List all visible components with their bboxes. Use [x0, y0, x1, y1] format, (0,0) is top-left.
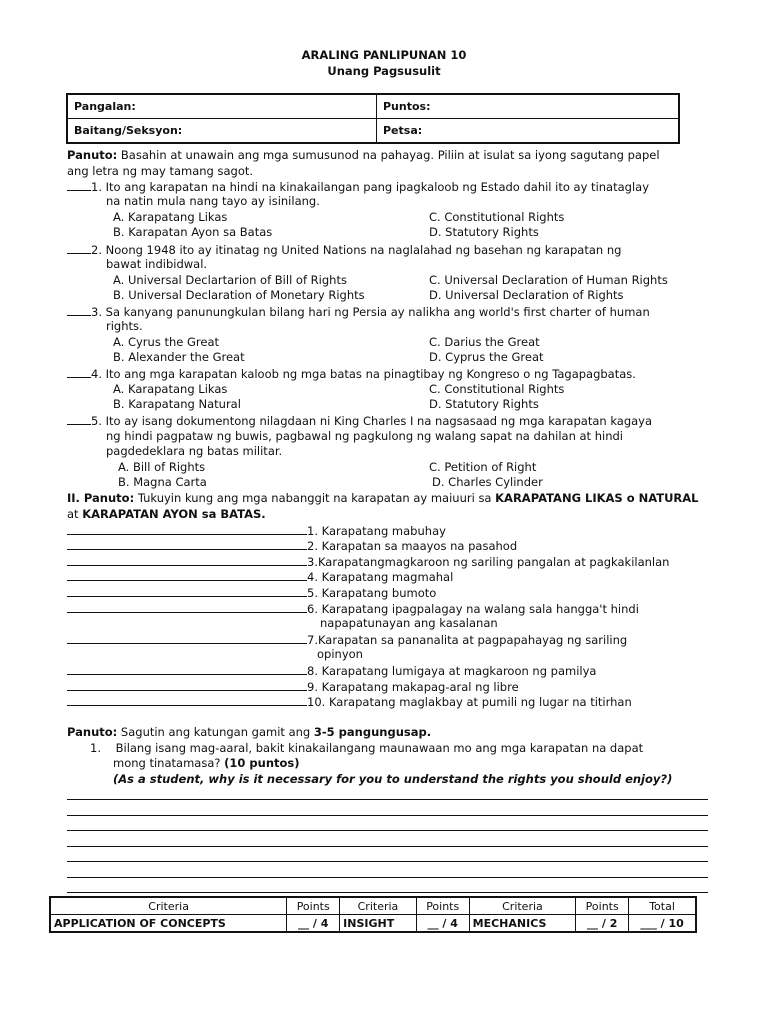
choice-a: A. Karapatang Likas: [113, 382, 228, 396]
essay-question-english: (As a student, why is it necessary for you to understand the rights you should enjoy?): [113, 772, 673, 786]
rubric-cell: ___ / 10: [629, 915, 696, 933]
answer-line[interactable]: [67, 523, 307, 535]
list-item: 4. Karapatang magmahal: [67, 569, 453, 585]
answer-line[interactable]: [67, 663, 307, 675]
answer-blank[interactable]: [67, 366, 91, 378]
answer-line[interactable]: [67, 569, 307, 581]
answer-blank[interactable]: [67, 304, 91, 316]
document-subtitle: Unang Pagsusulit: [327, 64, 441, 78]
rubric-cell: __ / 4: [416, 915, 469, 933]
rubric-header: Criteria: [469, 897, 576, 915]
rubric-header: Criteria: [340, 897, 417, 915]
student-info-table: [66, 93, 680, 144]
essay-answer-line[interactable]: [67, 892, 708, 893]
name-field[interactable]: Pangalan:: [67, 94, 377, 119]
essay-question: 1. Bilang isang mag-aaral, bakit kinakailangang maunawaan mo ang mga karapatan na dapat: [90, 741, 644, 755]
rubric-header: Points: [576, 897, 629, 915]
choice-d: D. Statutory Rights: [429, 225, 539, 239]
part1-instruction: Panuto: Basahin at unawain ang mga sumusunod na pahayag. Piliin at isulat sa iyong sagutang papel: [67, 148, 660, 162]
answer-line[interactable]: [67, 554, 307, 566]
choice-c: C. Constitutional Rights: [429, 210, 565, 224]
part2-instruction-cont: at KARAPATAN AYON sa BATAS.: [67, 507, 266, 521]
rubric-cell: INSIGHT: [340, 915, 417, 933]
choice-d: D. Cyprus the Great: [429, 350, 544, 364]
list-item: 3.Karapatangmagkaroon ng sariling pangalan at pagkakilanlan: [67, 554, 669, 570]
essay-answer-line[interactable]: [67, 846, 708, 847]
choice-c: C. Darius the Great: [429, 335, 540, 349]
list-item: 9. Karapatang makapag-aral ng libre: [67, 679, 519, 695]
list-item-cont: napapatunayan ang kasalanan: [320, 616, 498, 630]
answer-line[interactable]: [67, 679, 307, 691]
choice-a: A. Karapatang Likas: [113, 210, 228, 224]
list-item: 2. Karapatan sa maayos na pasahod: [67, 538, 517, 554]
choice-a: A. Bill of Rights: [118, 460, 206, 474]
choice-c: C. Universal Declaration of Human Rights: [429, 273, 668, 287]
choice-b: B. Universal Declaration of Monetary Rights: [113, 288, 365, 302]
choice-b: B. Karapatan Ayon sa Batas: [113, 225, 273, 239]
rubric-header: Points: [287, 897, 340, 915]
part3-instruction: Panuto: Sagutin ang katungan gamit ang 3-5 pangungusap.: [67, 725, 432, 739]
rubric-cell: __ / 2: [576, 915, 629, 933]
list-item-cont: opinyon: [317, 647, 363, 661]
answer-blank[interactable]: [67, 242, 91, 254]
choice-b: B. Magna Carta: [118, 475, 207, 489]
rubric-header: Points: [416, 897, 469, 915]
answer-blank[interactable]: [67, 413, 91, 425]
answer-line[interactable]: [67, 538, 307, 550]
date-field[interactable]: Petsa:: [377, 119, 680, 144]
answer-blank[interactable]: [67, 179, 91, 191]
choice-b: B. Alexander the Great: [113, 350, 245, 364]
choice-d: D. Charles Cylinder: [432, 475, 543, 489]
part2-instruction: II. Panuto: Tukuyin kung ang mga nabanggit na karapatan ay maiuuri sa KARAPATANG LIKAS o NATURAL: [67, 491, 699, 505]
list-item: 10. Karapatang maglakbay at pumili ng lugar na titirhan: [67, 694, 632, 710]
list-item: 6. Karapatang ipagpalagay na walang sala hangga't hindi: [67, 601, 639, 617]
choice-d: D. Universal Declaration of Rights: [429, 288, 624, 302]
score-field[interactable]: Puntos:: [377, 94, 680, 119]
rubric-header: Criteria: [50, 897, 287, 915]
essay-answer-line[interactable]: [67, 830, 708, 831]
rubric-cell: MECHANICS: [469, 915, 576, 933]
choice-c: C. Constitutional Rights: [429, 382, 565, 396]
list-item: 8. Karapatang lumigaya at magkaroon ng pamilya: [67, 663, 596, 679]
list-item: 1. Karapatang mabuhay: [67, 523, 446, 539]
essay-answer-line[interactable]: [67, 877, 708, 878]
list-item: 5. Karapatang bumoto: [67, 585, 436, 601]
document-title: ARALING PANLIPUNAN 10: [301, 48, 467, 62]
list-item: 7.Karapatan sa pananalita at pagpapahayag ng sariling: [67, 632, 627, 648]
choice-d: D. Statutory Rights: [429, 397, 539, 411]
choice-c: C. Petition of Right: [429, 460, 537, 474]
rubric-cell: __ / 4: [287, 915, 340, 933]
essay-answer-line[interactable]: [67, 799, 708, 800]
essay-answer-line[interactable]: [67, 861, 708, 862]
answer-line[interactable]: [67, 632, 307, 644]
part1-instruction-cont: ang letra ng may tamang sagot.: [67, 164, 254, 178]
choice-a: A. Cyrus the Great: [113, 335, 220, 349]
choice-a: A. Universal Declartarion of Bill of Rights: [113, 273, 347, 287]
essay-question-cont: mong tinatamasa? (10 puntos): [113, 756, 300, 770]
choice-b: B. Karapatang Natural: [113, 397, 241, 411]
answer-line[interactable]: [67, 601, 307, 613]
grade-section-field[interactable]: Baitang/Seksyon:: [67, 119, 377, 144]
rubric-header: Total: [629, 897, 696, 915]
essay-answer-line[interactable]: [67, 815, 708, 816]
rubric-cell: APPLICATION OF CONCEPTS: [50, 915, 287, 933]
quiz-page: ARALING PANLIPUNAN 10 Unang Pagsusulit Pangalan: Puntos: Baitang/Seksyon: Petsa: Panuto: Basahin at unawain ang mga sumusunod na pahayag. Piliin at isulat sa iyong sagutang papel ang letra ng may tamang sagot. 1. Ito ang karapatan na hindi na kinakailangan pang ipagkaloob ng Estado dahil ito ay tinataglay na natin mula nang tayo ay isinilang. A. Karapatang Likas C. Constitutional Rights B. Karapatan Ayon sa Batas D. Statutory Rights 2. Noong 1948 ito ay itinatag ng United Nations na naglalahad ng basehan ng karapatan ng bawat indibidwal. A. Universal Declartarion of Bill of Rights C. Universal Declaration of Human Rights B. Universal Declaration of Monetary Rights D. Universal Declaration of Rights 3. Sa kanyang panunungkulan bilang hari ng Persia ay nalikha ang world's first charter of human rights. A. Cyrus the Great C. Darius the Great B. Alexander the Great D. Cyprus the Great 4. Ito ang mga karapatan kaloob ng mga batas na pinagtibay ng Kongreso o ng Tagapagbatas. A. Karapatang Likas C. Constitutional Rights B. Karapatang Natural D. Statutory Rights 5. Ito ay isang dokumentong nilagdaan ni King Charles I na nagsasaad ng mga karapatan kagaya ng hindi pagpataw ng buwis, pagbawal ng pagkulong ng walang sapat na dahilan at hindi pagdedeklara ng batas militar. A. Bill of Rights C. Petition of Right B. Magna Carta D. Charles Cylinder II. Panuto: Tukuyin kung ang mga nabanggit na karapatan ay maiuuri sa KARAPATANG LIKAS o NATURAL at KARAPATAN AYON sa BATAS. 1. Karapatang mabuhay 2. Karapatan sa maayos na pasahod 3.Karapatangmagkaroon ng sariling pangalan at pagkakilanlan 4. Karapatang magmahal 5. Karapatang bumoto 6. Karapatang ipagpalagay na walang sala hangga't hindi napapatunayan ang kasalanan 7.Karapatan sa pananalita at pagpapahayag ng sariling opinyon 8. Karapatang lumigaya at magkaroon ng pamilya 9. Karapatang makapag-aral ng libre 10. Karapatang maglakbay at pumili ng lugar na titirhan Panuto: Sagutin ang katungan gamit ang 3-5 pangungusap. 1. Bilang isang mag-aaral, bakit kinakailangang maunawaan mo ang mga karapatan na dapat mong tinatamasa? (10 puntos) (As a student, why is it necessary for you to understand the rights you should enjoy?) Criteria Points Criteria Points Criteria Points Total APPLICATION OF CONCEPTS __ / 4 INSIGHT __ / 4 MECHANICS __ / 2 ___ / 10: [0, 0, 768, 1024]
answer-line[interactable]: [67, 694, 307, 706]
rubric-table: [49, 896, 697, 933]
answer-line[interactable]: [67, 585, 307, 597]
